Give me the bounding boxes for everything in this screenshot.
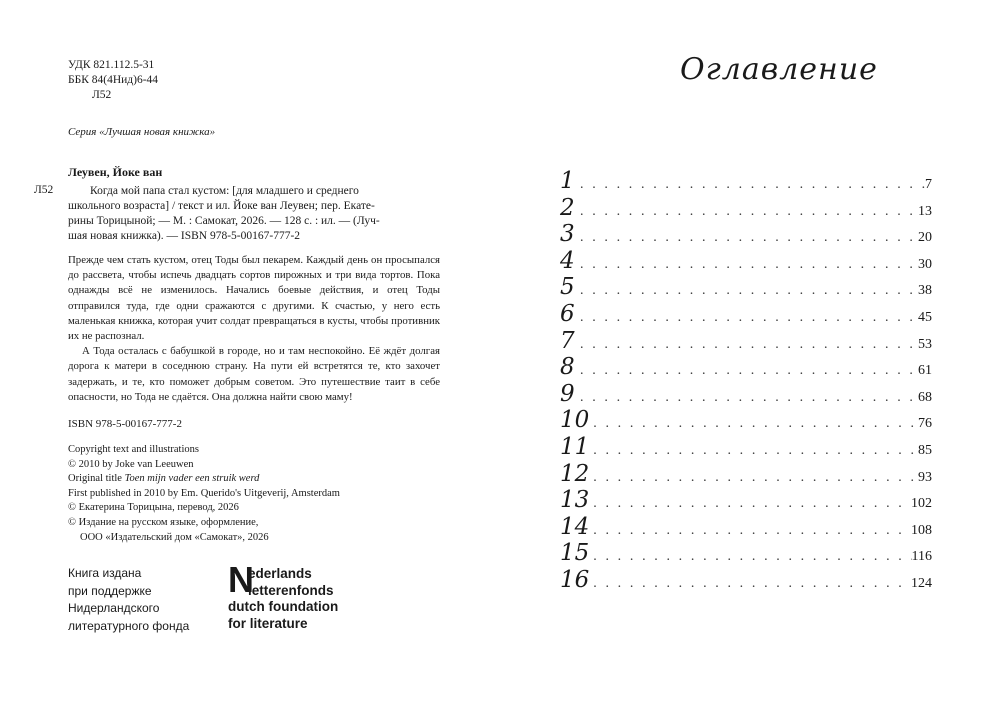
toc-page-number: 45 bbox=[918, 309, 932, 325]
toc-page-number: 20 bbox=[918, 230, 932, 246]
support-line: Книга издана bbox=[68, 566, 142, 580]
toc-leader-dots bbox=[576, 390, 918, 406]
author-mark: Л52 bbox=[92, 89, 112, 101]
toc-chapter-number: 14 bbox=[560, 513, 590, 540]
bib-line: шая новая книжка). — ISBN 978-5-00167-777-2 bbox=[68, 230, 301, 242]
toc-leader-dots bbox=[589, 443, 918, 459]
toc-entry bbox=[560, 195, 932, 222]
toc-leader-dots bbox=[576, 230, 918, 246]
annotation-paragraph: Прежде чем стать кустом, отец Тоды был пекарем. Каждый день он просыпался до рассвета, чтобы испечь двадцать сортов пирожных и три вида тортов. Пока однажды всё не изменилось. Начались боевые действия, и отец Тоды отправился туда, где одни сражаются с другими. К счастью, у него есть маленькая книжка, которая учит солдат превращаться в кусты, чтобы противник их не распознал. bbox=[68, 254, 440, 343]
toc-page-number: 61 bbox=[918, 363, 932, 379]
toc-entry bbox=[560, 407, 932, 434]
toc-page-number: 116 bbox=[911, 549, 932, 565]
toc-chapter-number: 13 bbox=[560, 487, 590, 514]
support-line: Нидерландского bbox=[68, 601, 160, 615]
original-title: Toen mijn vader een struik werd bbox=[124, 473, 260, 485]
copyright-line: ООО «Издательский дом «Самокат», 2026 bbox=[80, 531, 269, 543]
toc-page-number: 38 bbox=[918, 283, 932, 299]
toc-chapter-number: 10 bbox=[560, 407, 590, 434]
support-line: литературного фонда bbox=[68, 618, 190, 633]
toc-chapter-number: 8 bbox=[560, 354, 575, 381]
toc-leader-dots bbox=[576, 204, 918, 220]
toc-leader-dots bbox=[576, 363, 918, 379]
copyright-line: © 2010 by Joke van Leeuwen bbox=[68, 458, 194, 470]
toc-chapter-number: 5 bbox=[560, 274, 575, 301]
original-title-prefix: Original title bbox=[68, 473, 125, 485]
copyright-line: First published in 2010 by Em. Querido's Uitgeverij, Amsterdam bbox=[68, 487, 340, 499]
toc-page-number: 85 bbox=[918, 442, 932, 458]
toc-page-number: 93 bbox=[918, 469, 932, 485]
nlf-logo-line: for literature bbox=[228, 615, 308, 631]
toc-entry bbox=[560, 487, 932, 514]
toc-entry bbox=[560, 248, 932, 275]
copyright-line: © Екатерина Торицына, перевод, 2026 bbox=[68, 502, 239, 514]
toc-entry bbox=[560, 328, 932, 355]
toc-chapter-number: 9 bbox=[560, 380, 575, 407]
author-heading: Леувен, Йоке ван bbox=[68, 165, 163, 179]
toc-chapter-number: 3 bbox=[560, 221, 575, 248]
toc-entry bbox=[560, 461, 932, 488]
nlf-logo-line: dutch foundation bbox=[228, 599, 339, 614]
toc-chapter-number: 6 bbox=[560, 300, 575, 327]
series-name: Серия «Лучшая новая книжка» bbox=[68, 126, 216, 138]
toc-leader-dots bbox=[589, 416, 918, 432]
bibliographic-record bbox=[68, 184, 440, 244]
toc-entry bbox=[560, 514, 932, 541]
toc-leader-dots bbox=[576, 257, 918, 273]
toc-leader-dots bbox=[576, 310, 918, 326]
toc-entry bbox=[560, 221, 932, 248]
toc-page-number: 68 bbox=[918, 389, 932, 405]
library-code: Л52 bbox=[34, 184, 54, 196]
toc-title: Оглавление bbox=[680, 52, 878, 87]
toc-chapter-number: 15 bbox=[560, 540, 590, 567]
udk-block bbox=[68, 58, 158, 103]
table-of-contents bbox=[560, 168, 932, 594]
toc-leader-dots bbox=[589, 496, 911, 512]
toc-chapter-number: 12 bbox=[560, 460, 590, 487]
toc-entry bbox=[560, 567, 932, 594]
toc-leader-dots bbox=[576, 177, 925, 193]
annotation-paragraph: А Тода осталась с бабушкой в городе, но и там неспокойно. Её ждёт долгая дорога к матери в соседнюю страну. На пути ей встретятся те, кто захочет задержать, и те, кто поможет добрым советом. Это путешествие таит в себе опасности, но Тода не сдаётся. Она должна найти свою маму! bbox=[68, 345, 440, 403]
toc-page-number: 108 bbox=[911, 522, 932, 538]
toc-page-number: 53 bbox=[918, 336, 932, 352]
bbk-line: ББК 84(4Нид)6-44 bbox=[68, 74, 159, 86]
toc-leader-dots bbox=[576, 283, 918, 299]
nlf-logo-line: ederlands bbox=[248, 566, 312, 581]
toc-chapter-number: 1 bbox=[560, 168, 575, 194]
toc-page-number: 30 bbox=[918, 256, 932, 272]
toc-leader-dots bbox=[589, 470, 918, 486]
toc-chapter-number: 16 bbox=[560, 566, 590, 593]
toc-chapter-number: 4 bbox=[560, 247, 575, 274]
support-note bbox=[68, 565, 189, 635]
toc-page-number: 124 bbox=[911, 575, 932, 591]
right-page bbox=[500, 0, 1000, 720]
bib-line: Когда мой папа стал кустом: [для младшего и среднего bbox=[90, 185, 359, 197]
bib-line: рины Торицыной; — М. : Самокат, 2026. — 128 с. : ил. — (Луч- bbox=[68, 215, 380, 227]
toc-entry bbox=[560, 434, 932, 461]
toc-page-number: 13 bbox=[918, 203, 932, 219]
copyright-line: © Издание на русском языке, оформление, bbox=[68, 516, 259, 528]
toc-page-number: 7 bbox=[925, 177, 932, 192]
toc-chapter-number: 11 bbox=[560, 433, 590, 460]
toc-leader-dots bbox=[576, 337, 918, 353]
copyright-line: Copyright text and illustrations bbox=[68, 444, 199, 455]
nlf-logo-letter: N bbox=[228, 559, 254, 600]
toc-entry bbox=[560, 168, 932, 195]
toc-page-number: 102 bbox=[911, 496, 932, 512]
original-title-line bbox=[68, 472, 340, 487]
toc-leader-dots bbox=[589, 549, 911, 565]
bib-line: школьного возраста] / текст и ил. Йоке ван Леувен; пер. Екате- bbox=[68, 200, 375, 212]
toc-entry bbox=[560, 540, 932, 567]
toc-page-number: 76 bbox=[918, 416, 932, 432]
toc-entry bbox=[560, 274, 932, 301]
toc-entry bbox=[560, 354, 932, 381]
isbn: ISBN 978-5-00167-777-2 bbox=[68, 418, 182, 430]
copyright-block bbox=[68, 443, 340, 545]
toc-chapter-number: 7 bbox=[560, 327, 575, 354]
udk-line: УДК 821.112.5-31 bbox=[68, 59, 155, 71]
toc-chapter-number: 2 bbox=[560, 194, 575, 221]
toc-leader-dots bbox=[589, 523, 911, 539]
toc-leader-dots bbox=[589, 576, 911, 592]
support-line: при поддержке bbox=[68, 583, 152, 598]
nlf-logo-line: letterenfonds bbox=[248, 582, 334, 598]
nlf-logo bbox=[228, 559, 339, 632]
toc-entry bbox=[560, 301, 932, 328]
toc-entry bbox=[560, 381, 932, 408]
annotation bbox=[68, 253, 440, 405]
